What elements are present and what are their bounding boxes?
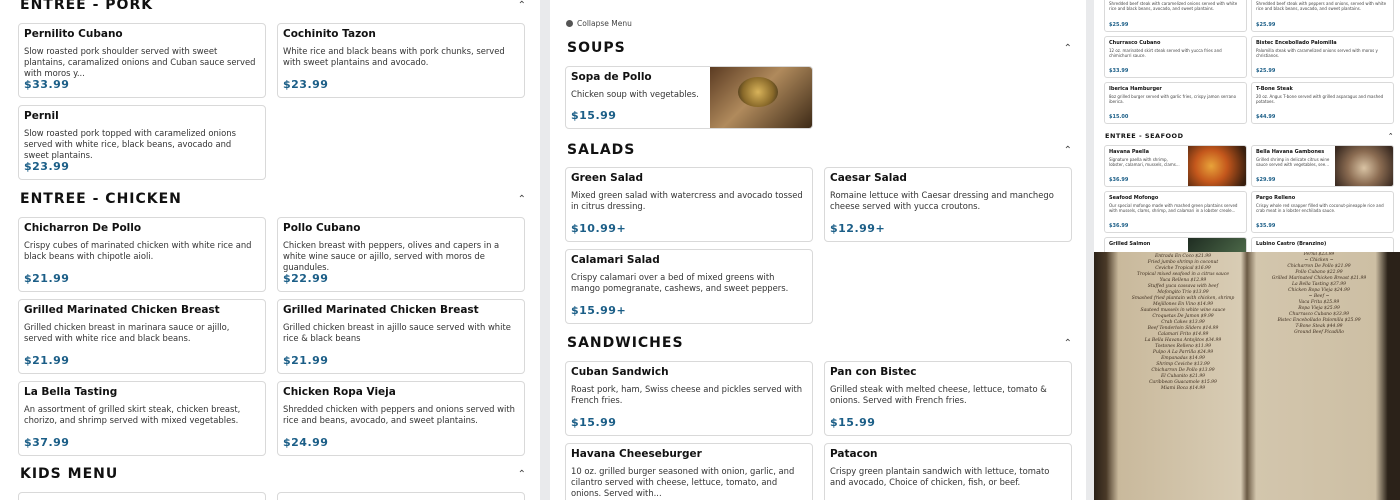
menu-item-card[interactable] (565, 443, 813, 500)
item-description: Grilled steak with melted cheese, lettuce, tomato & onions. Served with French fries. (830, 384, 1047, 405)
item-price: $15.99 (571, 109, 617, 122)
section-header-salads[interactable] (567, 142, 1072, 158)
item-price: $12.99+ (830, 222, 886, 235)
menu-item-card[interactable] (824, 361, 1072, 436)
item-name: Pernil (24, 110, 59, 122)
menu-item-card[interactable] (277, 381, 525, 456)
section-header-kids[interactable] (20, 466, 526, 482)
item-name: Cuban Sandwich (571, 366, 669, 378)
collapse-menu-button[interactable] (566, 19, 632, 28)
item-price: $21.99 (24, 354, 70, 367)
menu-item-card[interactable] (18, 299, 266, 374)
menu-item-card[interactable] (18, 105, 266, 180)
printed-menu-photo (1094, 252, 1400, 500)
item-description: Romaine lettuce with Caesar dressing and manchego cheese served with yucca croutons. (830, 190, 1054, 211)
printed-menu-left-column: Entrada En Coco $21.99 Fried jumbo shrimp in coconut Ceviche Tropical $16.99 Tropical mixed seafood in a citrus sauce Yuca Rellena $12.99 Stuffed yuca cassava with beef Mofongito Trio $13.99 Smashed fried plantain with chicken, shrimp Mejillones En Vino $14.99 Sauteed mussels in white wine sauce Croquetas De Jamon $9.99 Crab Cakes $13.99 Beef Tenderloin Sliders $14.99 Calamari Frito $14.99 La Bella Havana Antojitos $34.99 Tostones Relleno $11.99 Pulpo A La Parrilla $24.99 Empanadas $14.99 Shrimp Ceviche $13.99 Chicharron De Pollo $13.99 El Cubanito $21.99 Caribbean Guacamole $15.99 Miami Boca $14.99 (1131, 254, 1235, 391)
right-menu-panel (1094, 0, 1400, 500)
item-price: $44.99 (1256, 114, 1276, 120)
menu-item-card[interactable] (1251, 82, 1394, 124)
collapse-icon (566, 20, 573, 27)
menu-item-card[interactable] (277, 492, 525, 500)
item-description: An assortment of grilled skirt steak, chicken breast, chorizo, and shrimp served with mixed vegetables. (24, 404, 241, 425)
item-name: Pollo Cubano (283, 222, 361, 234)
item-name: Calamari Salad (571, 254, 660, 266)
item-price: $15.99 (830, 416, 876, 429)
menu-item-card[interactable] (1104, 36, 1247, 78)
item-name: Caesar Salad (830, 172, 907, 184)
item-name: Pan con Bistec (830, 366, 917, 378)
item-name: La Bella Tasting (24, 386, 118, 398)
item-name: T-Bone Steak (1256, 86, 1293, 92)
item-description: White rice and black beans with pork chunks, served with sweet plantains and avocado. (283, 46, 505, 67)
item-name: Grilled Marinated Chicken Breast (283, 304, 479, 316)
chevron-up-icon[interactable]: ⌃ (517, 468, 526, 480)
item-description: Mixed green salad with watercress and avocado tossed in citrus dressing. (571, 190, 803, 211)
section-title: KIDS MENU (20, 466, 119, 482)
item-name: Sopa de Pollo (571, 71, 652, 83)
item-name: Chicharron De Pollo (24, 222, 142, 234)
menu-item-card[interactable] (18, 381, 266, 456)
menu-item-card[interactable] (1251, 191, 1394, 233)
section-title: SANDWICHES (567, 335, 684, 351)
section-header-seafood[interactable] (1105, 132, 1394, 140)
item-name: Churrasco Cubano (1109, 40, 1161, 46)
collapse-menu-label: Collapse Menu (577, 19, 632, 28)
item-price: $36.99 (1109, 223, 1129, 229)
menu-item-card[interactable] (1104, 82, 1247, 124)
item-description: Roast pork, ham, Swiss cheese and pickles served with French fries. (571, 384, 803, 405)
item-price: $25.99 (1256, 68, 1276, 74)
item-name: Cochinito Tazon (283, 28, 376, 40)
chevron-up-icon[interactable]: ⌃ (1388, 132, 1394, 140)
menu-item-card[interactable] (565, 361, 813, 436)
item-name: Lubino Castro (Branzino) (1256, 241, 1327, 247)
item-description: 12 oz. marinated skirt steak served with yucca fries and chimichurri sauce. (1109, 48, 1222, 58)
item-price: $36.99 (1109, 177, 1129, 183)
soup-photo (710, 67, 812, 128)
item-price: $24.99 (283, 436, 329, 449)
item-price: $23.99 (283, 78, 329, 91)
printed-menu-right-column: Pernil $23.99 ~ Chicken ~ Chicharron De Pollo $21.99 Pollo Cubano $22.99 Grilled Marinated Chicken Breast $21.99 La Bella Tasting $37.99 Chicken Ropa Vieja $24.99 ~ Beef ~ Vaca Frita $25.99 Ropa Vieja $25.99 Churrasco Cubano $33.99 Bistec Encebollado Palomilla $25.99 T-Bone Steak $44.99 Ground Beef Picadillo (1271, 252, 1367, 335)
menu-item-card[interactable] (565, 249, 813, 324)
item-price: $25.99 (1256, 22, 1276, 28)
menu-item-card[interactable] (18, 23, 266, 98)
paella-photo (1188, 146, 1246, 186)
menu-item-card[interactable] (565, 167, 813, 242)
item-price: $21.99 (24, 272, 70, 285)
item-price: $21.99 (283, 354, 329, 367)
item-description: Crispy cubes of marinated chicken with white rice and black beans with chipotle aioli. (24, 240, 252, 261)
item-name: Pernilito Cubano (24, 28, 123, 40)
middle-menu-panel (550, 0, 1086, 500)
menu-item-card[interactable] (277, 299, 525, 374)
item-name: Bella Havana Gambones (1256, 149, 1325, 155)
item-name: Havana Cheeseburger (571, 448, 702, 460)
item-price: $35.99 (1256, 223, 1276, 229)
item-price: $15.99+ (571, 304, 627, 317)
item-name: Green Salad (571, 172, 644, 184)
section-header-chicken[interactable] (20, 191, 526, 207)
item-description: Slow roasted pork topped with caramelized onions served with white rice, black beans, avocado and sweet plantains. (24, 128, 236, 160)
item-description: Shredded beef steak with caramelized onions served with white rice and black beans, avocado, and sweet plantains. (1109, 1, 1238, 11)
item-description: Shredded beef steak with peppers and onions, served with white rice and black beans, avocado, and sweet plantains. (1256, 1, 1387, 11)
item-description: Our special mofongo made with mashed green plantains served with mussels, clams, shrimp, and calamari in a lobster creole... (1109, 203, 1238, 213)
menu-item-card[interactable] (824, 443, 1072, 500)
item-description: 10 oz. grilled burger seasoned with onion, garlic, and cilantro served with cheese, lettuce, tomato, and onions. Served with... (571, 466, 795, 498)
section-title: ENTREE - CHICKEN (20, 191, 182, 207)
item-description: Shredded chicken with peppers and onions served with rice and beans, avocado, and sweet plantains. (283, 404, 515, 425)
item-description: Grilled shrimp in delicate citrus wine sauce served with vegetables, see... (1256, 157, 1330, 167)
section-title: SOUPS (567, 40, 626, 56)
item-description: Grilled chicken breast in marinara sauce or ajillo, served with white rice and black beans. (24, 322, 230, 343)
item-description: Crispy whole red snapper filled with coconut-pineapple rice and crab meat in a lobster enchilada sauce. (1256, 203, 1384, 213)
chevron-up-icon[interactable]: ⌃ (517, 193, 526, 205)
section-title: SALADS (567, 142, 636, 158)
item-price: $33.99 (24, 78, 70, 91)
item-name: Seafood Mofongo (1109, 195, 1159, 201)
menu-item-card[interactable] (1251, 36, 1394, 78)
item-name: Iberica Hamburger (1109, 86, 1162, 92)
item-price: $23.99 (24, 160, 70, 173)
item-name: Havana Paella (1109, 149, 1149, 155)
chevron-up-icon[interactable]: ⌃ (1063, 42, 1072, 54)
chevron-up-icon[interactable]: ⌃ (1063, 144, 1072, 156)
section-header-sandwiches[interactable] (567, 335, 1072, 351)
item-description: Crispy green plantain sandwich with lettuce, tomato and avocado, Choice of chicken, fish, or beef. (830, 466, 1050, 487)
item-description: Signature paella with shrimp, lobster, calamari, mussels, clams... (1109, 157, 1180, 167)
item-description: Slow roasted pork shoulder served with sweet plantains, caramalized onions and Cuban sauce served with moros y... (24, 46, 256, 78)
item-description: Chicken breast with peppers, olives and capers in a white wine sauce or ajillo, served with moros de guandules. (283, 240, 500, 272)
item-name: Grilled Marinated Chicken Breast (24, 304, 220, 316)
menu-item-card[interactable] (18, 492, 266, 500)
item-price: $15.00 (1109, 114, 1129, 120)
chevron-up-icon[interactable]: ⌃ (1063, 337, 1072, 349)
left-menu-panel (0, 0, 540, 500)
shrimp-photo (1335, 146, 1393, 186)
chevron-up-icon[interactable]: ⌃ (517, 0, 526, 11)
menu-item-card[interactable] (1251, 145, 1394, 187)
item-name: Grilled Salmon (1109, 241, 1151, 247)
item-price: $15.99 (571, 416, 617, 429)
section-header-pork[interactable] (20, 0, 526, 13)
item-name: Pargo Relleno (1256, 195, 1296, 201)
item-description: 8oz grilled burger served with garlic fries, crispy jamon serrano iberica. (1109, 94, 1237, 104)
item-name: Chicken Ropa Vieja (283, 386, 396, 398)
item-name: Bistec Encebollado Palomilla (1256, 40, 1337, 46)
item-name: Patacon (830, 448, 878, 460)
item-description: Grilled chicken breast in ajillo sauce served with white rice & black beans (283, 322, 511, 343)
menu-item-card[interactable] (18, 217, 266, 292)
menu-item-card[interactable] (565, 66, 813, 129)
menu-item-card[interactable] (824, 167, 1072, 242)
menu-item-card[interactable] (1251, 0, 1394, 32)
item-description: 20 oz. Angus T-bone served with grilled asparagus and mashed potatoes. (1256, 94, 1384, 104)
section-title: ENTREE - SEAFOOD (1105, 132, 1184, 140)
item-price: $29.99 (1256, 177, 1276, 183)
item-description: Palomilla steak with caramelized onions served with moros y christianos. (1256, 48, 1378, 58)
menu-item-card[interactable] (1104, 191, 1247, 233)
item-price: $22.99 (283, 272, 329, 285)
menu-item-card[interactable] (277, 23, 525, 98)
menu-item-card[interactable] (1104, 0, 1247, 32)
item-price: $37.99 (24, 436, 70, 449)
item-description: Chicken soup with vegetables. (571, 89, 699, 99)
item-price: $10.99+ (571, 222, 627, 235)
section-title: ENTREE - PORK (20, 0, 154, 13)
item-price: $33.99 (1109, 68, 1129, 74)
section-header-soups[interactable] (567, 40, 1072, 56)
menu-item-card[interactable] (277, 217, 525, 292)
item-description: Crispy calamari over a bed of mixed greens with mango pomegranate, cashews, and sweet peppers. (571, 272, 789, 293)
item-price: $25.99 (1109, 22, 1129, 28)
menu-item-card[interactable] (1104, 145, 1247, 187)
